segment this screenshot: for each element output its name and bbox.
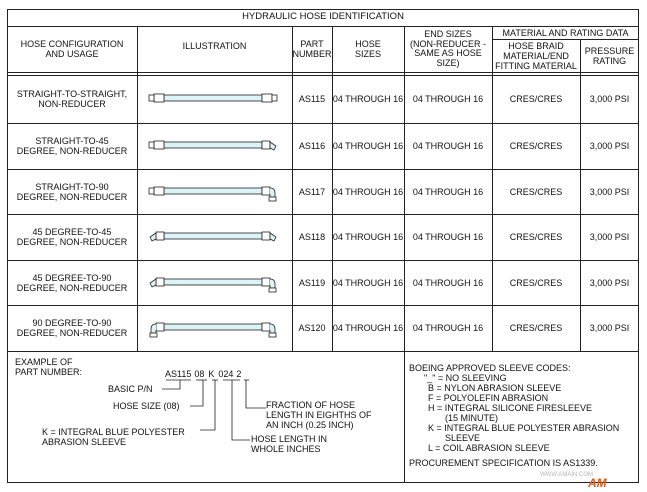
header-end-sizes: END SIZES (NON-REDUCER - SAME AS HOSE SIZE) [410,29,486,68]
row-config: 45 DEGREE-TO-45 DEGREE, NON-REDUCER [16,227,128,247]
sleeve-code-line: H = INTEGRAL SILICONE FIRESLEEVE [428,403,592,413]
row-pressure-rating: 3,000 PSI [589,94,630,104]
hose-illustration [140,320,286,338]
sleeve-code-line: (15 MINUTE) [445,413,499,423]
row-end-sizes: 04 THROUGH 16 [412,141,484,151]
row-braid-material: CRES/CRES [509,94,563,104]
row-end-sizes: 04 THROUGH 16 [412,277,484,288]
example-part-number [165,369,241,379]
sleeve-codes-heading: BOEING APPROVED SLEEVE CODES: [409,363,571,373]
header-pressure: PRESSURE RATING [584,45,635,66]
row-config: 90 DEGREE-TO-90 DEGREE, NON-REDUCER [16,318,128,338]
pn-basic: AS115 [165,369,192,379]
row-end-sizes: 04 THROUGH 16 [412,94,484,104]
example-label: EXAMPLE OF PART NUMBER: [15,357,83,377]
row-part-number: AS118 [298,232,326,242]
pn-inches: 024 [218,369,234,379]
row-braid-material: CRES/CRES [509,186,563,197]
procurement-spec: PROCUREMENT SPECIFICATION IS AS1339. [409,458,598,468]
rule-row-6 [7,351,639,352]
row-braid-material: CRES/CRES [509,277,563,288]
sleeve-code-line: B = NYLON ABRASION SLEEVE [428,383,562,393]
row-hose-sizes: 04 THROUGH 16 [332,232,404,242]
row-config: STRAIGHT-TO-45 DEGREE, NON-REDUCER [16,136,128,156]
row-end-sizes: 04 THROUGH 16 [412,186,484,197]
row-braid-material: CRES/CRES [509,141,563,151]
row-part-number: AS116 [298,141,326,151]
row-part-number: AS115 [298,94,326,104]
row-pressure-rating: 3,000 PSI [589,277,630,288]
row-pressure-rating: 3,000 PSI [589,232,630,242]
pn-size: 08 [194,369,205,379]
row-hose-sizes: 04 THROUGH 16 [332,323,404,333]
sleeve-code-line: SLEEVE [445,433,481,443]
sleeve-code-line: "_" = NO SLEEVING [424,373,507,383]
header-braid: HOSE BRAID MATERIAL/END FITTING MATERIAL [495,40,577,71]
label-sleeve-k: K = INTEGRAL BLUE POLYESTER ABRASION SLEEVE [42,427,185,447]
label-fraction: FRACTION OF HOSE LENGTH IN EIGHTHS OF AN INCH (0.25 INCH) [266,400,372,430]
header-config: HOSE CONFIGURATION AND USAGE [20,39,124,59]
row-braid-material: CRES/CRES [509,323,563,333]
row-part-number: AS120 [298,323,326,333]
row-end-sizes: 04 THROUGH 16 [412,232,484,242]
row-pressure-rating: 3,000 PSI [589,186,630,197]
label-basic-pn: BASIC P/N [108,384,153,394]
header-material-group: MATERIAL AND RATING DATA [502,27,629,38]
hose-illustration [140,275,286,293]
header-part-number: PART NUMBER [292,39,332,59]
table-title: HYDRAULIC HOSE IDENTIFICATION [242,11,404,22]
row-hose-sizes: 04 THROUGH 16 [332,141,404,151]
row-pressure-rating: 3,000 PSI [589,141,630,151]
pn-fraction: 2 [236,369,242,379]
hose-illustration [140,91,286,109]
watermark: WWW.AMAIN.COM [540,472,593,478]
header-illustration: ILLUSTRATION [182,41,247,51]
row-config: STRAIGHT-TO-STRAIGHT, NON-REDUCER [16,89,128,109]
col-rule-1 [137,26,138,351]
col-rule-bottom [404,351,405,483]
hose-illustration [140,184,286,202]
hose-illustration [140,138,286,156]
hose-illustration [140,229,286,247]
sleeve-code-line: F = POLYOLEFIN ABRASION [428,393,549,403]
rule-under-header [7,72,639,73]
label-whole-inches: HOSE LENGTH IN WHOLE INCHES [251,434,328,454]
sleeve-code-line: L = COIL ABRASION SLEEVE [428,443,550,453]
row-hose-sizes: 04 THROUGH 16 [332,186,404,197]
row-end-sizes: 04 THROUGH 16 [412,323,484,333]
row-hose-sizes: 04 THROUGH 16 [332,94,404,104]
row-braid-material: CRES/CRES [509,232,563,242]
row-pressure-rating: 3,000 PSI [589,323,630,333]
row-config: 45 DEGREE-TO-90 DEGREE, NON-REDUCER [16,272,128,293]
site-logo: AM [588,476,607,490]
row-hose-sizes: 04 THROUGH 16 [332,277,404,288]
row-part-number: AS117 [298,186,326,197]
row-part-number: AS119 [298,277,326,288]
label-hose-size: HOSE SIZE (08) [113,401,180,411]
row-config: STRAIGHT-TO-90 DEGREE, NON-REDUCER [16,181,128,202]
pn-sleeve: K [208,369,215,379]
header-hose-sizes: HOSE SIZES [354,39,381,59]
sleeve-code-line: K = INTEGRAL BLUE POLYESTER ABRASION [428,423,620,433]
